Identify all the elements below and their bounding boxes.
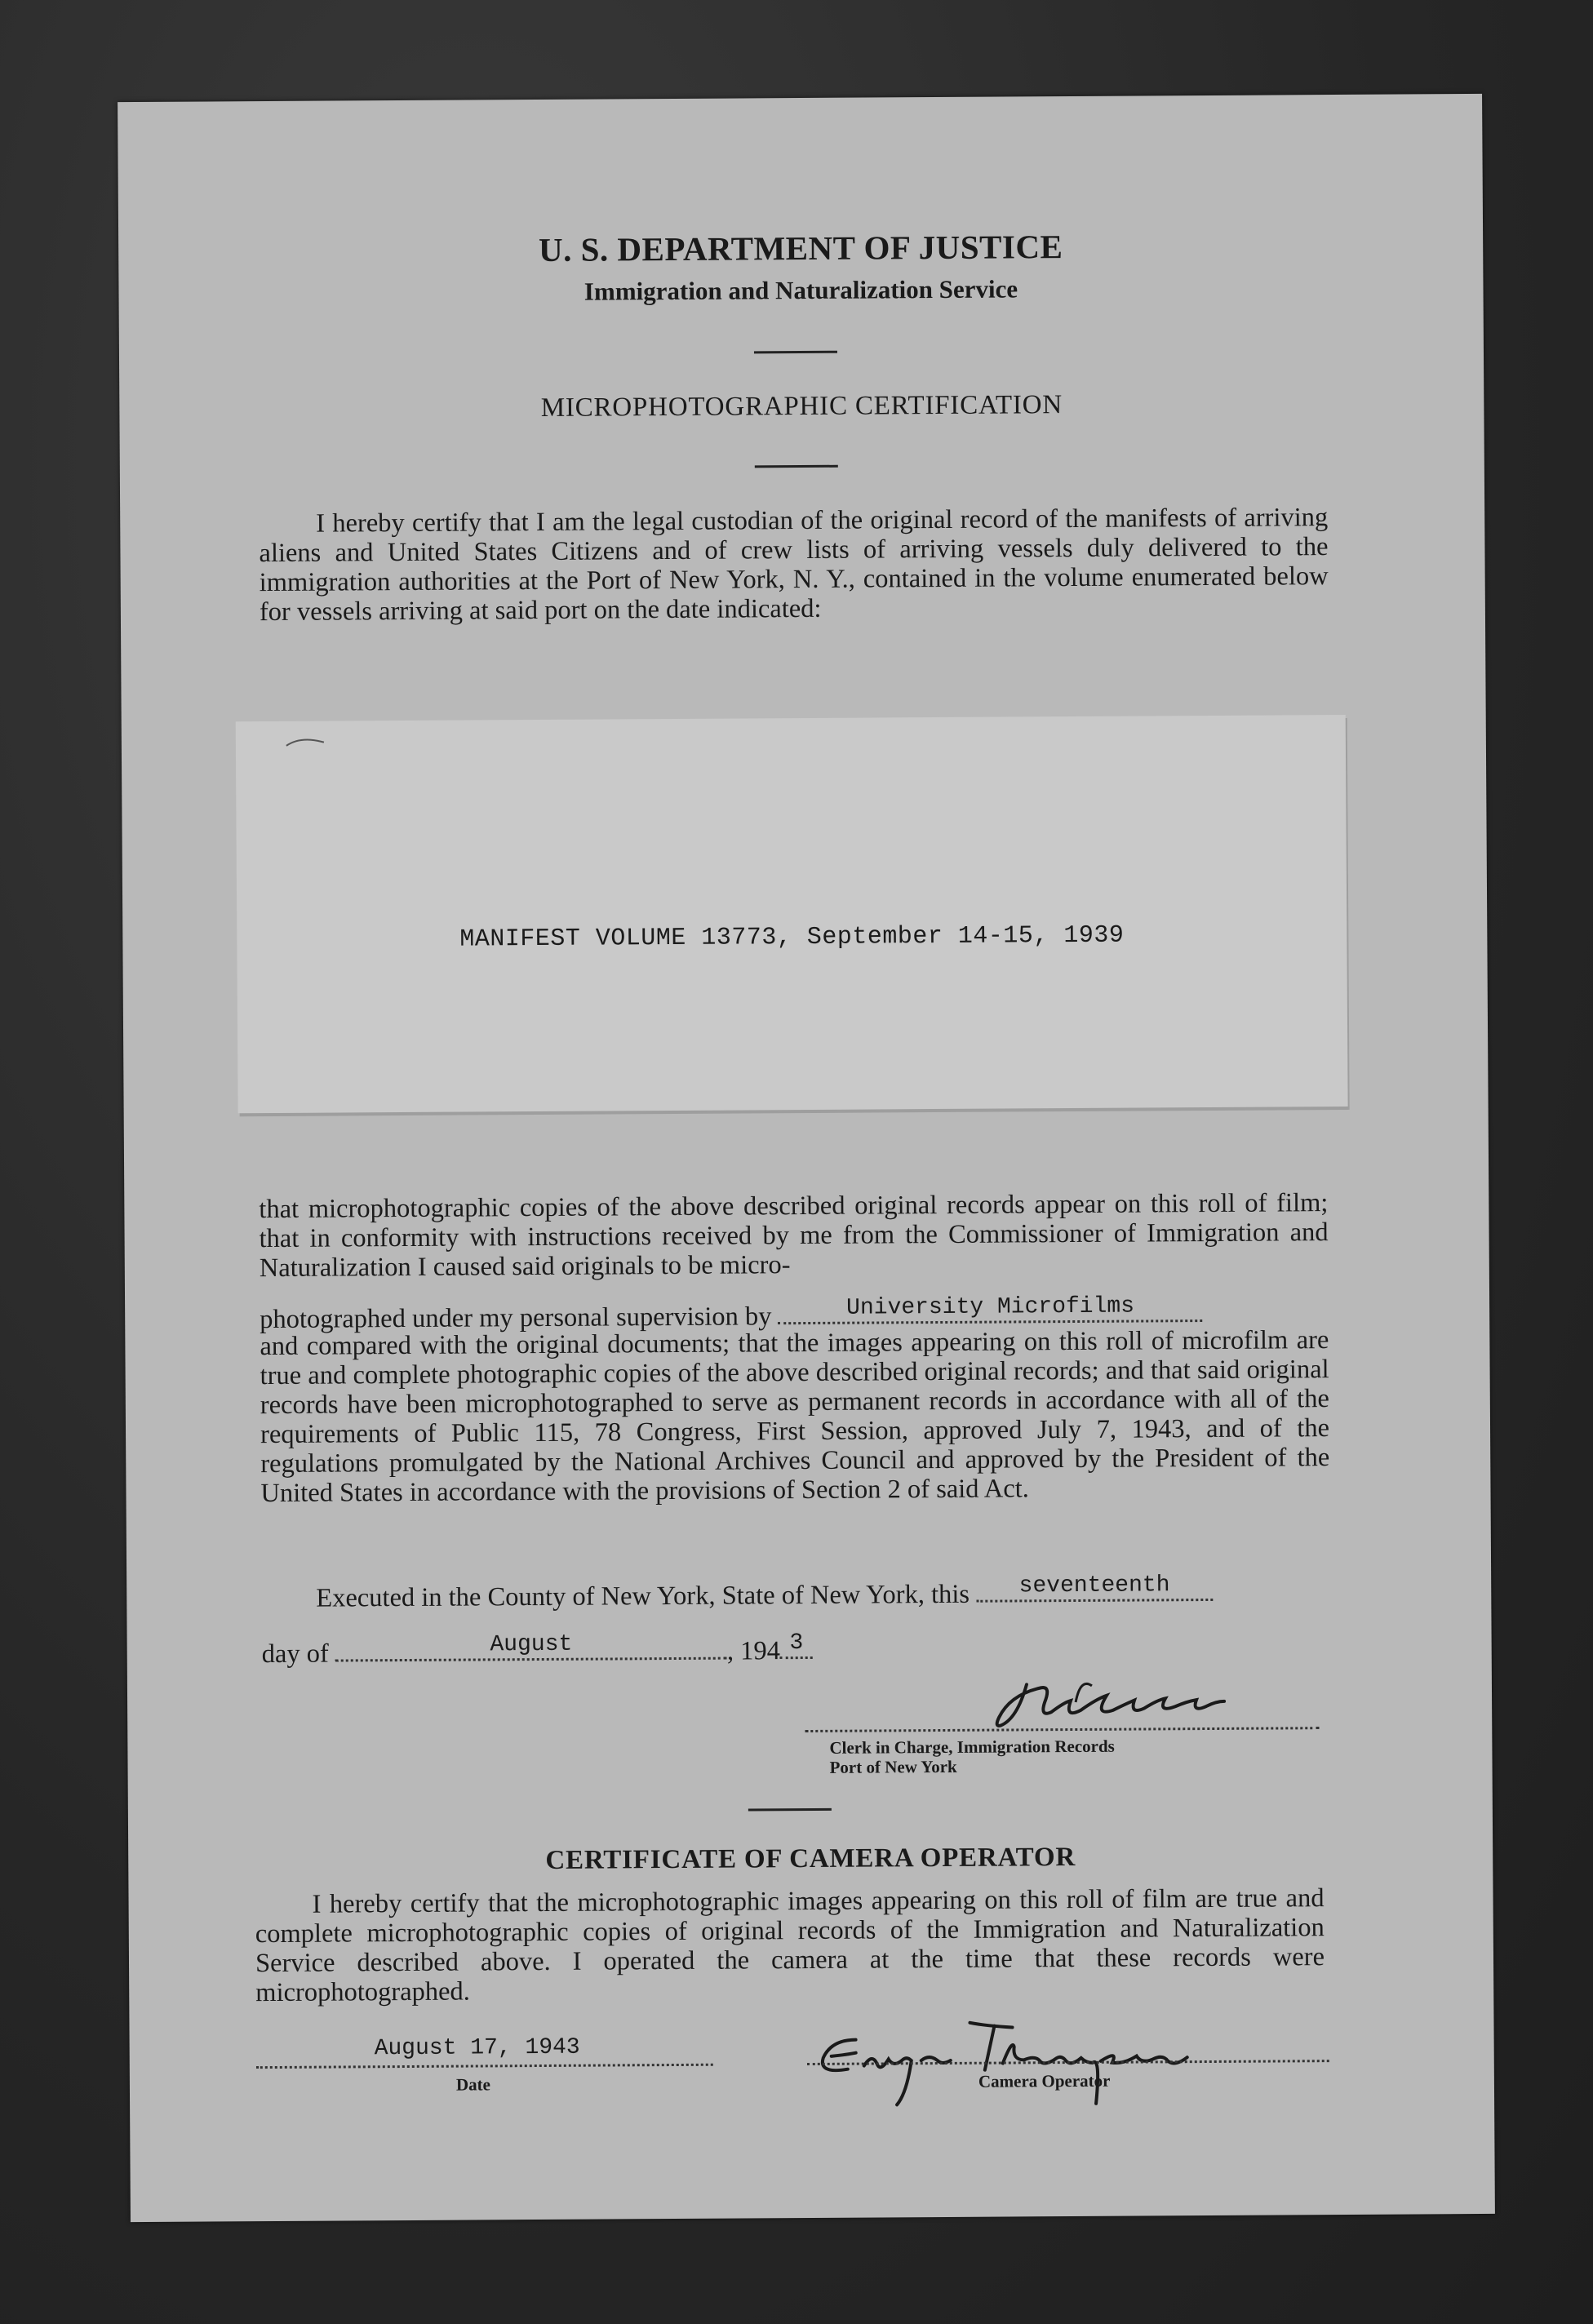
month-value: August bbox=[490, 1631, 573, 1658]
volume-inset-card bbox=[236, 715, 1348, 1113]
day-field bbox=[976, 1574, 1213, 1603]
executed-prefix: Executed in the County of New York, State of New York, this bbox=[316, 1579, 970, 1613]
day-value: seventeenth bbox=[1018, 1572, 1170, 1599]
supervisor-value: University Microfilms bbox=[846, 1293, 1135, 1321]
intro-paragraph: I hereby certify that I am the legal custodian of the original record of the manifests of arriving aliens and United States Citizens and of crew lists of arriving vessels duly delivered to the immigration authorities at the Port of New York, N. Y., contained in the volume enumerated below for vessels arriving at said port on the date indicated: bbox=[259, 503, 1329, 628]
clerk-title-line2: Port of New York bbox=[829, 1756, 957, 1777]
camera-operator-signature bbox=[798, 2012, 1321, 2122]
date-line bbox=[256, 2064, 713, 2069]
clerk-title-line1: Clerk in Charge, Immigration Records bbox=[829, 1736, 1115, 1758]
clerk-title bbox=[829, 1736, 1115, 1777]
supervisor-field bbox=[778, 1295, 1202, 1324]
camera-operator-label: Camera Operator bbox=[978, 2070, 1111, 2091]
year-digit: 3 bbox=[789, 1630, 804, 1657]
camera-paragraph: I hereby certify that the microphotographic images appearing on this roll of film are true and complete microphotographic copies of original records of the Immigration and Naturalization Service described above. I operated the camera at the time that these records were microphotographed. bbox=[255, 1883, 1325, 2008]
day-of-line bbox=[262, 1632, 813, 1670]
year-prefix: , 194 bbox=[726, 1636, 781, 1666]
camera-certificate-title: CERTIFICATE OF CAMERA OPERATOR bbox=[545, 1843, 1076, 1875]
certificate-page bbox=[118, 94, 1495, 2222]
year-field bbox=[780, 1632, 813, 1659]
divider-rule bbox=[755, 465, 838, 468]
department-heading: U. S. DEPARTMENT OF JUSTICE bbox=[538, 228, 1063, 268]
divider-rule bbox=[748, 1808, 832, 1812]
day-of-label: day of bbox=[261, 1639, 329, 1670]
manifest-volume-label: MANIFEST VOLUME 13773, September 14-15, 1939 bbox=[459, 921, 1125, 954]
service-subheading: Immigration and Naturalization Service bbox=[584, 274, 1018, 306]
executed-line bbox=[316, 1574, 1213, 1614]
certification-title: MICROPHOTOGRAPHIC CERTIFICATION bbox=[540, 390, 1063, 423]
supervision-prefix: photographed under my personal supervision by bbox=[260, 1302, 772, 1335]
body-paragraph-part1: that microphotographic copies of the above described original records appear on this roll of film; that in conformity with instructions received by me from the Commissioner of Immigration and Naturalization I caused said originals to be micro- bbox=[259, 1188, 1329, 1284]
date-label: Date bbox=[455, 2074, 490, 2095]
curl-mark bbox=[285, 734, 334, 751]
month-field bbox=[335, 1633, 727, 1662]
body-paragraph-part2: and compared with the original documents; that the images appearing on this roll of microfilm are true and complete photographic copies of the above described original records; and that said original records have been microphotographed to serve as permanent records in accordance with all of the requirements of Public 115, 78 Congress, First Session, approved July 7, 1943, and of the regulations promulgated by the National Archives Council and approved by the President of the United States in accordance with the provisions of Section 2 of said Act. bbox=[260, 1325, 1330, 1509]
date-value: August 17, 1943 bbox=[374, 2034, 580, 2062]
divider-rule bbox=[754, 351, 837, 354]
